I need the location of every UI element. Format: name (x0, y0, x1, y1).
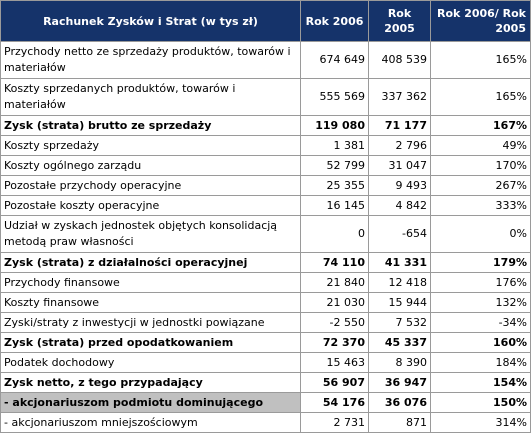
row-label: - akcjonariuszom podmiotu dominującego (1, 393, 301, 413)
value-ratio: 176% (431, 273, 531, 293)
value-2005: 36 947 (369, 373, 431, 393)
value-2006: 25 355 (301, 176, 369, 196)
value-2006: 74 110 (301, 253, 369, 273)
header-statement: Rachunek Zysków i Strat (w tys zł) (1, 1, 301, 42)
value-2005: 871 (369, 413, 431, 433)
table-row (1, 313, 531, 333)
value-2005: 8 390 (369, 353, 431, 373)
value-ratio: 165% (431, 79, 531, 116)
value-2006: 21 030 (301, 293, 369, 313)
row-label: Zyski/straty z inwestycji w jednostki powiązane (1, 313, 301, 333)
row-label: Koszty sprzedaży (1, 136, 301, 156)
table-row (1, 116, 531, 136)
value-ratio: 314% (431, 413, 531, 433)
value-ratio: 0% (431, 216, 531, 253)
row-label: Przychody finansowe (1, 273, 301, 293)
row-label: Udział w zyskach jednostek objętych konsolidacją metodą praw własności (1, 216, 301, 253)
table-row (1, 176, 531, 196)
header-year-2006: Rok 2006 (301, 1, 369, 42)
value-2006: 555 569 (301, 79, 369, 116)
header-row (1, 1, 531, 42)
value-2006: 2 731 (301, 413, 369, 433)
table-row (1, 253, 531, 273)
table-row (1, 216, 531, 253)
value-ratio: 184% (431, 353, 531, 373)
value-ratio: 154% (431, 373, 531, 393)
value-2005: 337 362 (369, 79, 431, 116)
value-2005: 12 418 (369, 273, 431, 293)
table-row (1, 79, 531, 116)
value-2006: 52 799 (301, 156, 369, 176)
row-label: Zysk netto, z tego przypadający (1, 373, 301, 393)
value-2006: 119 080 (301, 116, 369, 136)
table-row (1, 273, 531, 293)
row-label: Podatek dochodowy (1, 353, 301, 373)
row-label: Zysk (strata) przed opodatkowaniem (1, 333, 301, 353)
value-2005: 41 331 (369, 253, 431, 273)
header-year-2005: Rok 2005 (369, 1, 431, 42)
value-2005: -654 (369, 216, 431, 253)
value-ratio: 132% (431, 293, 531, 313)
value-2006: 54 176 (301, 393, 369, 413)
value-ratio: 165% (431, 42, 531, 79)
row-label: Pozostałe przychody operacyjne (1, 176, 301, 196)
value-ratio: 179% (431, 253, 531, 273)
table-row (1, 353, 531, 373)
value-ratio: 160% (431, 333, 531, 353)
row-label: Pozostałe koszty operacyjne (1, 196, 301, 216)
value-2006: 72 370 (301, 333, 369, 353)
value-2006: 15 463 (301, 353, 369, 373)
value-ratio: -34% (431, 313, 531, 333)
table-row (1, 136, 531, 156)
value-2006: 674 649 (301, 42, 369, 79)
value-2005: 7 532 (369, 313, 431, 333)
table-row (1, 42, 531, 79)
row-label: Przychody netto ze sprzedaży produktów, towarów i materiałów (1, 42, 301, 79)
table-row (1, 293, 531, 313)
value-2006: 56 907 (301, 373, 369, 393)
value-2005: 31 047 (369, 156, 431, 176)
row-label: Zysk (strata) brutto ze sprzedaży (1, 116, 301, 136)
value-ratio: 150% (431, 393, 531, 413)
value-2006: 0 (301, 216, 369, 253)
value-ratio: 267% (431, 176, 531, 196)
table-row (1, 196, 531, 216)
value-2005: 71 177 (369, 116, 431, 136)
value-2005: 4 842 (369, 196, 431, 216)
value-ratio: 333% (431, 196, 531, 216)
value-ratio: 167% (431, 116, 531, 136)
value-2005: 36 076 (369, 393, 431, 413)
row-label: Zysk (strata) z działalności operacyjnej (1, 253, 301, 273)
table-row (1, 393, 531, 413)
value-ratio: 49% (431, 136, 531, 156)
value-2006: 16 145 (301, 196, 369, 216)
row-label: Koszty finansowe (1, 293, 301, 313)
row-label: Koszty sprzedanych produktów, towarów i materiałów (1, 79, 301, 116)
table-row (1, 373, 531, 393)
table-row (1, 156, 531, 176)
value-2006: 21 840 (301, 273, 369, 293)
table-row (1, 333, 531, 353)
header-ratio: Rok 2006/ Rok 2005 (431, 1, 531, 42)
value-2005: 45 337 (369, 333, 431, 353)
value-2005: 2 796 (369, 136, 431, 156)
value-2005: 15 944 (369, 293, 431, 313)
row-label: Koszty ogólnego zarządu (1, 156, 301, 176)
row-label: - akcjonariuszom mniejszościowym (1, 413, 301, 433)
value-2006: -2 550 (301, 313, 369, 333)
value-2005: 9 493 (369, 176, 431, 196)
value-2006: 1 381 (301, 136, 369, 156)
value-2005: 408 539 (369, 42, 431, 79)
table-row (1, 413, 531, 433)
value-ratio: 170% (431, 156, 531, 176)
